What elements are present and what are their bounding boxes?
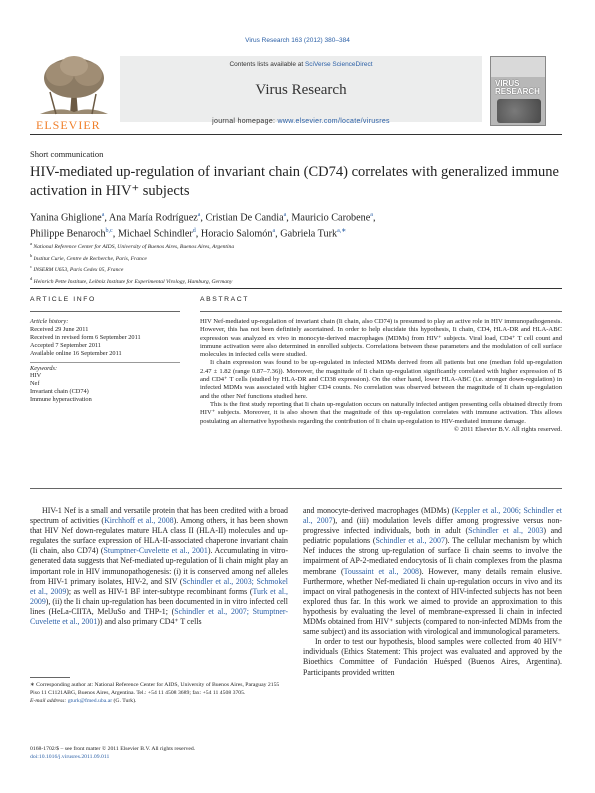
author[interactable]: Gabriela Turk [280, 228, 338, 240]
sciencedirect-link[interactable]: SciVerse ScienceDirect [304, 61, 373, 68]
affiliation: $^c$ INSERM U653, Paris Cedex 05, France [30, 264, 124, 273]
journal-name: Virus Research [255, 82, 347, 98]
body-paragraph: and monocyte-derived macrophages (MDMs) (Keppler et al., 2006; Schindler et al., 2007), and (iii) modulation levels differ among progressive versus non-progressive infected individuals, both in adult (Schindler et al., 2003) and pediatric populations (Schindler et al., 2007). The cellular mechanism by which Nef induces the strong up-regulation of surface Ii chain seems to involve the impairment of AP-2-mediated endocytosis of Ii chain complexes from the plasma membrane (Toussaint et al., 2008). However, many details remain elusive. Furthermore, whether Nef-mediated Ii chain up-regulation occurs in vivo and its impact on viral pathogenesis in the context of HIV-infected subjects has not been explored thus far. In this work we aimed to provide an approximation to this hypothesis by evaluating the level of membrane-expressed Ii chain in infected MDMs obtained from HIV⁺ subjects (compared to non-infected MDMs from the same subject) and its association with virological and immunological parameters. [303, 506, 563, 637]
elsevier-tree-icon [30, 52, 115, 118]
citation-link[interactable]: Schindler et al., 2003 [468, 526, 544, 536]
affiliation: $^d$ Heinrich Pette Institute, Leibniz Institute for Experimental Virology, Hamburg, Germany [30, 275, 233, 285]
abstract-paragraph: This is the first study reporting that Ii chain up-regulation occurs on naturally infected antigen presenting cells obtained directly from HIV⁺ subjects. Moreover, it is also shown that the magnitude of this up-regulation correlates with immune activation. This allows postulating an alternative hypothesis regarding the contribution of Ii chain up-regulation to HIV-mediated immune damage. [200, 400, 562, 425]
citation-link[interactable]: Turk et al., 2009 [30, 586, 288, 606]
author[interactable]: Yanina Ghiglione [30, 212, 102, 224]
body-column-right [303, 506, 562, 678]
footnote-rule [30, 677, 70, 678]
publisher-wordmark: ELSEVIER [36, 118, 101, 132]
affiliations [30, 240, 560, 286]
citation-link[interactable]: Kirchhoff et al., 2008 [104, 516, 174, 526]
body-column-left [30, 506, 288, 627]
corresponding-author-footnote: ∗ Corresponding author at: National Reference Center for AIDS, University of Buenos Aires, Paraguay 2155 Piso 11 C1121ABG, Buenos Aires, Argentina. Tel.: +54 11 4508 3689; fax: +54 11 4508 3705. E-mail address: gturk@fmed.uba.ar (G. Turk). [30, 682, 280, 704]
citation-link[interactable]: Schindler et al., 2007 [375, 536, 445, 546]
abstract-rule [200, 311, 562, 312]
author[interactable]: Mauricio Carobene [291, 212, 371, 224]
keyword: Immune hyperactivation [30, 396, 92, 404]
citation-link[interactable]: Stumptner-Cuvelette et al., 2001 [103, 546, 208, 556]
article-type: Short communication [30, 149, 104, 159]
cover-top-band [491, 57, 545, 77]
body-paragraph: In order to test our hypothesis, blood samples were collected from 40 HIV⁺ individuals (Ethics Statement: This project was evaluated and approved by the Bioethics Committee of Fundación Huésped (Buenos Aires, Argentina). Participants provided written [303, 637, 562, 677]
abstract-heading: ABSTRACT [200, 296, 250, 303]
issn-line: 0168-1702/$ – see front matter © 2011 Elsevier B.V. All rights reserved. [30, 746, 196, 752]
cover-image [497, 99, 541, 123]
body-paragraph: HIV-1 Nef is a small and versatile protein that has been credited with a broad spectrum of activities (Kirchhoff et al., 2008). Among others, it has been shown that HIV Nef down-regulates mature HLA class II (HLA-II) molecules and up-regulates the surface expression of HLA-II-associated chaperone invariant chain (Ii chain, also CD74) (Stumptner-Cuvelette et al., 2001). Accumulating in vitro-generated data suggests that Nef-mediated up-regulation of Ii chain might play an important role in HIV immunopathogenesis: (i) it is conserved among nef alleles from HIV-1 primary isolates, HIV-2, and SIV (Schindler et al., 2003; Schmokel et al., 2009); as well as HIV-1 BF inter-subtype recombinant forms (Turk et al., 2009), (ii) the Ii chain up-regulation has been documented in in vitro infected cell lines (HeLa-CIITA, MelJuSo and THP-1; (Schindler et al., 2007; Stumptner-Cuvelette et al., 2001)) and also primary CD4⁺ T cells [30, 506, 289, 627]
contents-line: Contents lists available at SciVerse ScienceDirect [229, 61, 373, 68]
history-item: Accepted 7 September 2011 [30, 341, 101, 349]
elsevier-logo[interactable] [30, 52, 115, 132]
email-link[interactable]: gturk@fmed.uba.ar [67, 697, 113, 704]
abstract-paragraph: Ii chain expression was found to be up-regulated in infected MDMs derived from all patients but one (median fold up-regulation 2.47 ± 1.82 (range 0.87–7.36)). Moreover, the magnitude of Ii chain up-regulation significantly correlated with higher expression of B and CD4⁺ T cells (studied by HLA-DR and CD38 expression). On the other hand, lower HLA-ABC (i.e. stronger down-regulation) in infected MDMs was associated with higher CD4 counts. No correlation was observed between the magnitude of Ii chain up-regulation and the other Nef functions studied here. [200, 359, 562, 400]
author[interactable]: Michael Schindler [117, 228, 193, 240]
header-rule [30, 134, 562, 135]
article-info: Article history: Received 29 June 2011 Received in revised form 6 September 2011 Accepted 7 September 2011 Available online 16 September 2011 Keywords: HIV Nef Invariant chain (CD74) Immune hyperactivation [30, 318, 170, 404]
author[interactable]: Ana María Rodríguez [108, 212, 198, 224]
keyword: Invariant chain (CD74) [30, 388, 89, 396]
affiliation: $^a$ National Reference Center for AIDS, University of Buenos Aires, Buenos Aires, Argentina [30, 241, 235, 250]
citation-link[interactable]: Toussaint et al., 2008 [343, 566, 419, 576]
author[interactable]: Cristian De Candia [205, 212, 284, 224]
citation-link[interactable]: Keppler et al., 2006; Schindler et al., 2007 [303, 506, 562, 526]
affiliation: $^b$ Institut Curie, Centre de Recherche, Paris, France [30, 252, 147, 262]
keyword: Nef [30, 380, 40, 388]
citation-link[interactable]: Schindler et al., 2007; Stumptner-Cuvelette et al., 2001 [30, 606, 289, 627]
history-item: Received in revised form 6 September 2011 [30, 333, 141, 341]
history-item: Available online 16 September 2011 [30, 349, 122, 357]
journal-cover[interactable] [490, 56, 546, 126]
article-info-rule [30, 311, 180, 312]
keyword: HIV [30, 372, 42, 380]
author[interactable]: Horacio Salomón [200, 228, 273, 240]
cover-title: VIRUS RESEARCH [495, 79, 540, 96]
front-matter-info [30, 746, 288, 761]
author[interactable]: Philippe Benaroch [30, 228, 106, 240]
citation-link[interactable]: Schindler et al., 2003; Schmokel et al., 2009 [30, 576, 288, 596]
abstract-end-rule [30, 488, 562, 489]
history-item: Received 29 June 2011 [30, 325, 89, 333]
section-rule [30, 288, 562, 289]
homepage-link[interactable]: www.elsevier.com/locate/virusres [277, 118, 390, 125]
copyright: © 2011 Elsevier B.V. All rights reserved. [453, 425, 562, 433]
abstract [200, 318, 562, 434]
author-list: Yanina Ghiglione$^a$, Ana María Rodríguez$^a$, Cristian De Candia$^a$, Mauricio Carobene$^a$, Philippe Benaroch$^{b,c}$, Michael Schindler$^d$, Horacio Salomón$^a$, Gabriela Turk$^{a,∗}$ [30, 212, 376, 240]
journal-homepage: journal homepage: www.elsevier.com/locate/virusres [212, 118, 390, 125]
article-title: HIV-mediated up-regulation of invariant chain (CD74) correlates with generalized immune activation in HIV⁺ subjects [30, 164, 559, 199]
article-info-heading: ARTICLE INFO [30, 296, 96, 303]
journal-reference[interactable]: Virus Research 163 (2012) 380–384 [245, 37, 350, 44]
abstract-paragraph: HIV Nef-mediated up-regulation of invariant chain (Ii chain, also CD74) is presumed to play an active role in HIV immunopathogenesis. However, this has not been definitely ascertained. In order to help elucidate this hypothesis, Ii chain, CD4, HLA-DR and HLA-ABC expression was analyzed ex vivo in monocyte-derived macrophages (MDMs) from HIV⁺ subjects. Viral load, CD4⁺ T cell count and immune activation were also determined in enrolled subjects. Correlations between these parameters and the modulation of cell surface molecules in infected cells were studied. [200, 318, 562, 359]
doi-link[interactable]: doi:10.1016/j.virusres.2011.09.011 [30, 753, 110, 760]
